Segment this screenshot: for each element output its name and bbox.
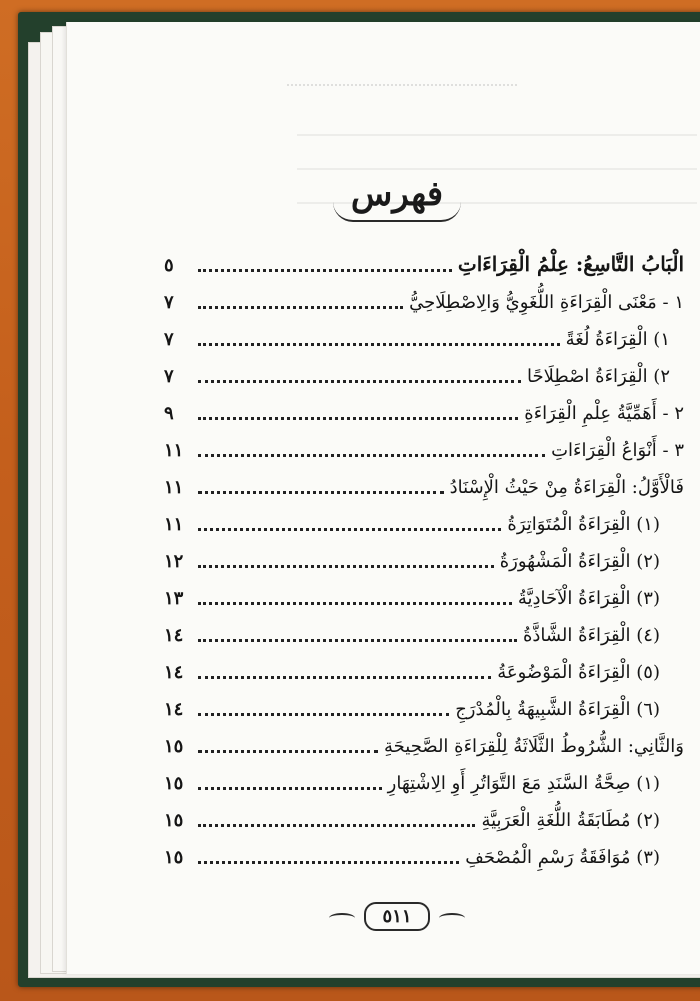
- flourish-ornament: [329, 913, 355, 923]
- toc-entry-page: ٧: [164, 329, 174, 350]
- toc-entry-title: (٢) الْقِرَاءَةُ الْمَشْهُورَةُ: [499, 551, 660, 572]
- page-footer: [67, 902, 700, 931]
- toc-entry-title: (١) صِحَّةُ السَّنَدِ مَعَ التَّوَاتُرِ أَوِ الِاشْتِهَارِ: [387, 773, 660, 794]
- page-number: ٥١١: [364, 902, 429, 931]
- toc-entry: [164, 688, 684, 722]
- toc-entry: [164, 355, 684, 389]
- bleed-through-ornament: [287, 84, 517, 96]
- toc-entry: [164, 318, 684, 352]
- dot-leader: [198, 676, 491, 679]
- toc-entry-title: (٤) الْقِرَاءَةُ الشَّاذَّةُ: [522, 625, 660, 646]
- toc-entry: [164, 429, 684, 463]
- toc-entry: [164, 392, 684, 426]
- toc-entry-title: ١ - مَعْنَى الْقِرَاءَةِ اللُّغَوِيُّ وَالِاصْطِلَاحِيُّ: [409, 292, 684, 313]
- toc-entry: [164, 614, 684, 648]
- dot-leader: [198, 565, 494, 568]
- toc-entry: [164, 503, 684, 537]
- toc-entry-page: ٧: [164, 366, 174, 387]
- toc-entry-page: ١٤: [164, 699, 184, 720]
- toc-entry-title: ٢ - أَهَمِّيَّةُ عِلْمِ الْقِرَاءَةِ: [524, 403, 684, 424]
- toc-entry-title: ٣ - أَنْوَاعُ الْقِرَاءَاتِ: [551, 440, 684, 461]
- dot-leader: [198, 491, 444, 494]
- toc-entry-page: ١٥: [164, 810, 184, 831]
- page-title: فهرس: [333, 174, 461, 222]
- toc-entry: [164, 762, 684, 796]
- toc-entry-page: ١١: [164, 477, 184, 498]
- toc-entry-page: ١٥: [164, 773, 184, 794]
- toc-entry: [164, 244, 684, 278]
- dot-leader: [198, 454, 545, 457]
- toc-entry-title: فَالْأَوَّلُ: الْقِرَاءَةُ مِنْ حَيْثُ الْإِسْنَادُ: [449, 477, 684, 498]
- toc-entry-page: ١٢: [164, 551, 184, 572]
- toc-entry-title: ١) الْقِرَاءَةُ لُغَةً: [565, 329, 670, 350]
- toc-entry-title: (٥) الْقِرَاءَةُ الْمَوْضُوعَةُ: [497, 662, 660, 683]
- dot-leader: [198, 417, 518, 420]
- dot-leader: [198, 787, 382, 790]
- toc-entry-page: ٧: [164, 292, 174, 313]
- dot-leader: [198, 269, 452, 272]
- dot-leader: [198, 750, 378, 753]
- dot-leader: [198, 639, 517, 642]
- toc-entry-page: ١١: [164, 514, 184, 535]
- flourish-ornament: [439, 913, 465, 923]
- toc-entry-page: ١٥: [164, 847, 184, 868]
- dot-leader: [198, 306, 403, 309]
- toc-entry-page: ١٤: [164, 625, 184, 646]
- toc-entry-title: (٣) مُوَافَقَةُ رَسْمِ الْمُصْحَفِ: [465, 847, 660, 868]
- toc-entry-title: (٦) الْقِرَاءَةُ الشَّبِيهَةُ بِالْمُدْرَجِ: [455, 699, 660, 720]
- toc-entry: [164, 799, 684, 833]
- toc-entry: [164, 281, 684, 315]
- toc-entry-page: ١٣: [164, 588, 184, 609]
- toc-entry-page: ١٤: [164, 662, 184, 683]
- toc-entry: [164, 466, 684, 500]
- toc-entry-page: ١١: [164, 440, 184, 461]
- book-page: [66, 22, 700, 974]
- toc-entry-title: الْبَابُ التَّاسِعُ: عِلْمُ الْقِرَاءَاتِ: [457, 252, 684, 276]
- toc-entry-title: ٢) الْقِرَاءَةُ اصْطِلَاحًا: [527, 366, 670, 387]
- toc-entry: [164, 836, 684, 870]
- toc-entry-page: ٩: [164, 403, 174, 424]
- toc-entry: [164, 651, 684, 685]
- dot-leader: [198, 861, 459, 864]
- bleed-through-line: [297, 134, 697, 136]
- dot-leader: [198, 528, 501, 531]
- toc-entry-page: ٥: [164, 255, 174, 276]
- toc-entry-title: وَالثَّانِي: الشُّرُوطُ الثَّلَاثَةُ لِلْقِرَاءَةِ الصَّحِيحَةِ: [384, 736, 684, 757]
- dot-leader: [198, 602, 512, 605]
- dot-leader: [198, 343, 560, 346]
- toc-entry-title: (١) الْقِرَاءَةُ الْمُتَوَاتِرَةُ: [507, 514, 660, 535]
- toc-entry: [164, 577, 684, 611]
- toc-entry: [164, 540, 684, 574]
- dot-leader: [198, 713, 449, 716]
- toc-entry-page: ١٥: [164, 736, 184, 757]
- toc-entry-title: (٣) الْقِرَاءَةُ الْآحَادِيَّةُ: [517, 588, 660, 609]
- toc-entry-title: (٢) مُطَابَقَةُ اللُّغَةِ الْعَرَبِيَّةِ: [481, 810, 660, 831]
- dot-leader: [198, 380, 521, 383]
- toc-entry: [164, 725, 684, 759]
- bleed-through-line: [297, 168, 697, 170]
- dot-leader: [198, 824, 475, 827]
